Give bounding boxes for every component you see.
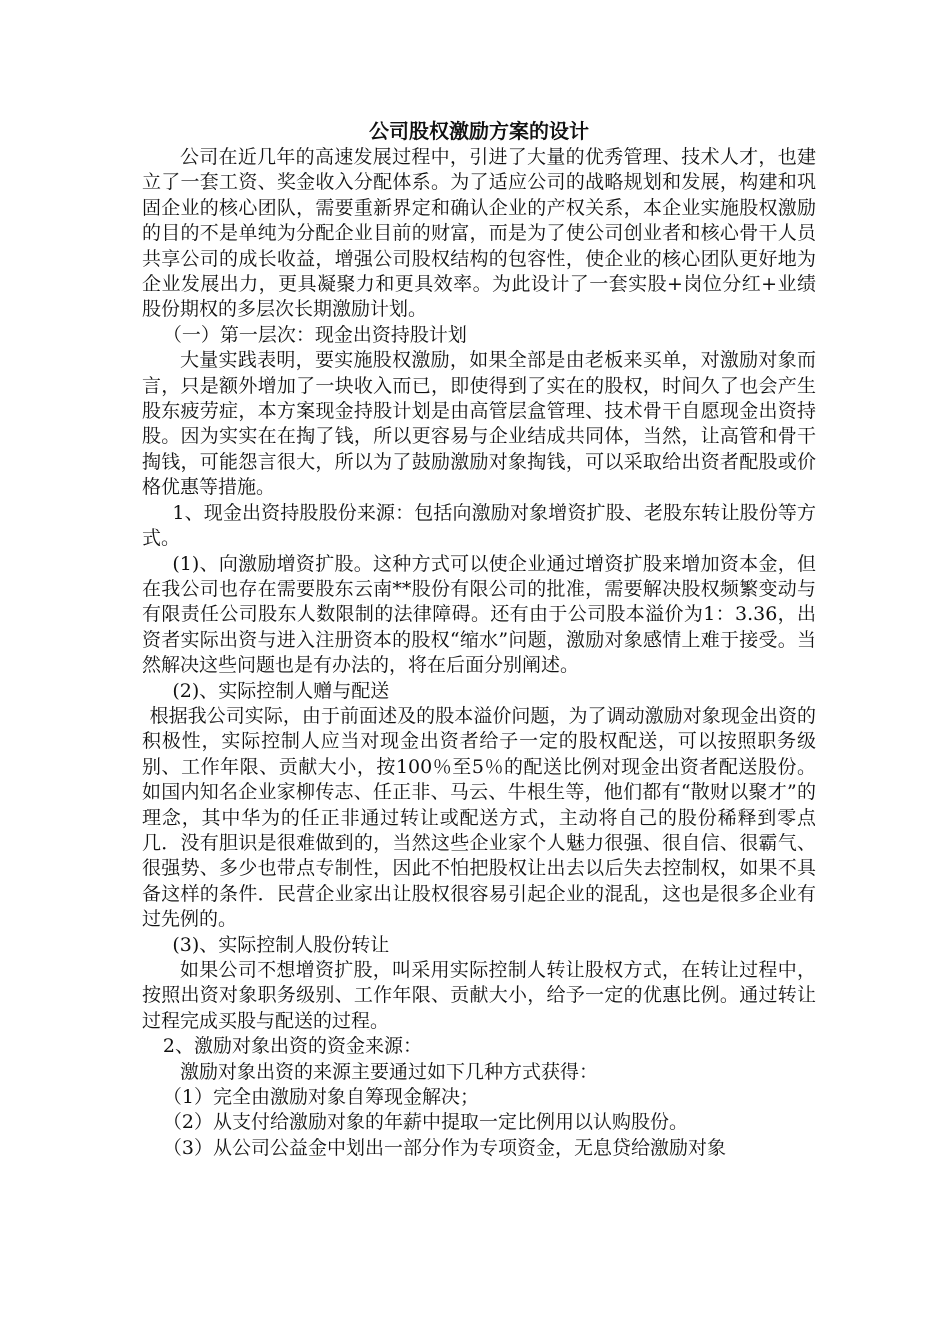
list-item-fund-2: （2）从支付给激励对象的年薪中提取一定比例用以认购股份。 (162, 1111, 688, 1134)
list-item-fund-3: （3）从公司公益金中划出一部分作为专项资金，无息贷给激励对象 (162, 1136, 726, 1159)
paragraph-share-source: 1、现金出资持股股份来源：包括向激励对象增资扩股、老股东转让股份等方式。 (142, 501, 816, 550)
paragraph-capital-increase: (1)、向激励增资扩股。这种方式可以使企业通过增资扩股来增加资本金，但在我公司也存在需要股东云南**股份有限公司的批准，需要解决股权频繁变动与有限责任公司股东人数限制的法律障碍。还有由于公司股本溢价为1：3.36，出资者实际出资与进入注册资本的股权“缩水”问题，激励对象感情上难于接受。当然解决这些问题也是有办法的，将在后面分别阐述。 (142, 552, 816, 677)
document-page (142, 118, 816, 1161)
paragraph-share-transfer: 如果公司不想增资扩股，叫采用实际控制人转让股权方式，在转让过程中，按照出资对象职务级别、工作年限、贡献大小，给予一定的优惠比例。通过转让过程完成买股与配送的过程。 (142, 959, 816, 1032)
paragraph-practice: 大量实践表明，要实施股权激励，如果全部是由老板来买单，对激励对象而言，只是额外增加了一块收入而已，即使得到了实在的股权，时间久了也会产生股东疲劳症，本方案现金持股计划是由高管层盒管理、技术骨干自愿现金出资持股。因为实实在在掏了钱，所以更容易与企业结成共同体，当然，让高管和骨干掏钱，可能怨言很大，所以为了鼓励激励对象掏钱，可以采取给出资者配股或价格优惠等措施。 (142, 349, 816, 499)
list-item-fund-1: （1）完全由激励对象自筹现金解决； (162, 1086, 479, 1109)
subheading-gift-allocation: (2)、实际控制人赠与配送 (172, 679, 390, 702)
document-title: 公司股权激励方案的设计 (369, 119, 589, 143)
paragraph-gift-allocation: 根据我公司实际，由于前面述及的股本溢价问题，为了调动激励对象现金出资的积极性，实际控制人应当对现金出资者给子一定的股权配送，可以按照职务级别、工作年限、贡献大小，按100％至5％的配送比例对现金出资者配送股份。如国内知名企业家柳传志、任正非、马云、牛根生等，他们都有“散财以聚才”的理念，其中华为的任正非通过转让或配送方式，主动将自己的股份稀释到零点几．没有胆识是很难做到的，当然这些企业家个人魅力很强、很自信、很霸气、很强势、多少也带点专制性，因此不怕把股权让出去以后失去控制权，如果不具备这样的条件．民营企业家出让股权很容易引起企业的混乱，这也是很多企业有过先例的。 (142, 704, 816, 931)
paragraph-fund-source-heading: 2、激励对象出资的资金来源： (162, 1035, 422, 1058)
section-heading-level-one: （一）第一层次：现金出资持股计划 (162, 323, 467, 346)
subheading-share-transfer: (3)、实际控制人股份转让 (172, 933, 390, 956)
paragraph-fund-source-intro: 激励对象出资的来源主要通过如下几种方式获得： (180, 1060, 599, 1083)
paragraph-intro: 公司在近几年的高速发展过程中，引进了大量的优秀管理、技术人才，也建立了一套工资、奖金收入分配体系。为了适应公司的战略规划和发展，构建和巩固企业的核心团队，需要重新界定和确认企业的产权关系，本企业实施股权激励的目的不是单纯为分配企业目前的财富，而是为了使公司创业者和核心骨干人员共享公司的成长收益，增强公司股权结构的包容性，使企业的核心团队更好地为企业发展出力，更具凝聚力和更具效率。为此设计了一套实股+岗位分红+业绩股份期权的多层次长期激励计划。 (142, 146, 816, 321)
